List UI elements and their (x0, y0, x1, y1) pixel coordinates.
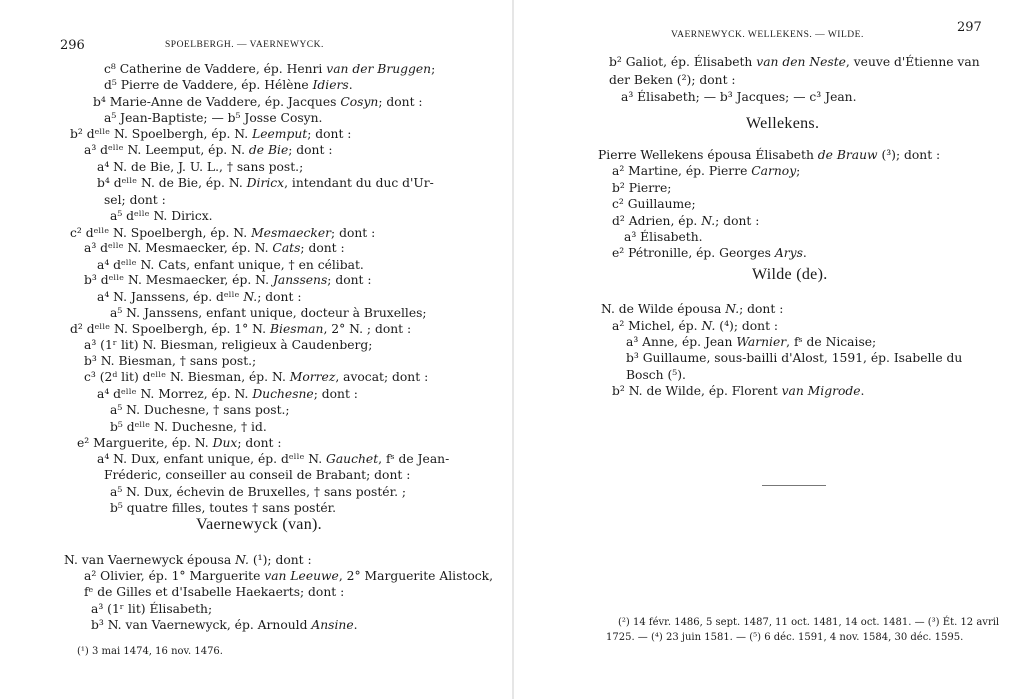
italic-name: N. (701, 214, 716, 228)
line-text: a⁵ N. Duchesne, † sans post.; (110, 403, 290, 417)
line-text: , fˢ de Nicaise; (786, 335, 877, 349)
genealogy-line (612, 246, 807, 261)
italic-name: van Migrode (781, 384, 861, 398)
left-page (0, 0, 510, 699)
line-text: sel; dont : (104, 193, 166, 207)
line-text: b³ Guillaume, sous-bailli d'Alost, 1591, ép. Isabelle du (626, 351, 963, 365)
italic-name: Biesman (269, 322, 324, 336)
genealogy-line (97, 176, 434, 191)
italic-name: N. (725, 302, 740, 316)
genealogy-line (601, 302, 783, 317)
genealogy-line (612, 384, 864, 399)
genealogy-line (64, 553, 312, 568)
italic-name: N. (243, 290, 258, 304)
line-text: (¹); dont : (248, 553, 312, 567)
line-text: b⁵ dᵉˡˡᵉ N. Duchesne, † id. (110, 420, 267, 434)
line-text: a³ Élisabeth. (624, 230, 703, 244)
italic-name: Janssens (272, 273, 328, 287)
line-text: b³ dᵉˡˡᵉ N. Mesmaecker, ép. N. (84, 273, 273, 287)
genealogy-line (110, 209, 213, 224)
line-text: ; dont : (307, 127, 352, 141)
line-text: a⁴ N. Dux, enfant unique, ép. dᵉˡˡᵉ N. (97, 452, 327, 466)
line-text: d² dᵉˡˡᵉ N. Spoelbergh, ép. 1° N. (70, 322, 270, 336)
line-text: a⁵ Jean-Baptiste; — b⁵ Josse Cosyn. (104, 111, 323, 125)
line-text: der Beken (²); dont : (609, 73, 736, 87)
line-text: (⁴); dont : (715, 319, 779, 333)
genealogy-line (97, 160, 303, 175)
line-text: c³ (2ᵈ lit) dᵉˡˡᵉ N. Biesman, ép. N. (84, 370, 290, 384)
line-text: b⁴ Marie-Anne de Vaddere, ép. Jacques (93, 95, 341, 109)
line-text: . (348, 78, 353, 92)
genealogy-line (110, 403, 290, 418)
line-text: a⁴ N. de Bie, J. U. L., † sans post.; (97, 160, 304, 174)
genealogy-line (91, 602, 212, 617)
line-text: b⁵ quatre filles, toutes † sans postér. (110, 501, 337, 515)
genealogy-line (621, 90, 857, 105)
line-text: a³ (1ʳ lit) Élisabeth; (91, 602, 213, 616)
footnote-right-line-1: (²) 14 févr. 1486, 5 sept. 1487, 11 oct. 1481, 14 oct. 1481. — (³) Ét. 12 avril (618, 617, 1000, 628)
footnote-rule (762, 485, 826, 486)
genealogy-line (93, 95, 423, 110)
genealogy-line (609, 73, 736, 88)
line-text: ; dont : (288, 143, 333, 157)
italic-name: van Leeuwe (264, 569, 339, 583)
line-text: c² dᵉˡˡᵉ N. Spoelbergh, ép. N. (70, 226, 252, 240)
italic-name: N. (701, 319, 716, 333)
genealogy-line (104, 111, 322, 126)
italic-name: Gauchet (326, 452, 379, 466)
genealogy-line (104, 468, 410, 483)
genealogy-line (104, 78, 353, 93)
line-text: . (802, 246, 807, 260)
line-text: ; dont : (257, 290, 302, 304)
line-text: a² Martine, ép. Pierre (612, 164, 752, 178)
line-text: b³ N. Biesman, † sans post.; (84, 354, 257, 368)
line-text: a⁴ dᵉˡˡᵉ N. Cats, enfant unique, † en célibat. (97, 258, 364, 272)
genealogy-line (84, 370, 428, 385)
genealogy-line (84, 585, 344, 600)
line-text: N. de Wilde épousa (601, 302, 726, 316)
genealogy-line (612, 164, 800, 179)
genealogy-line (612, 197, 696, 212)
section-heading-wellekens: Wellekens. (746, 115, 820, 132)
line-text: , 2° Marguerite Alistock, (338, 569, 493, 583)
line-text: b² N. de Wilde, ép. Florent (612, 384, 782, 398)
line-text: a³ dᵉˡˡᵉ N. Mesmaecker, ép. N. (84, 241, 273, 255)
italic-name: Carnoy (751, 164, 797, 178)
genealogy-line (626, 335, 876, 350)
line-text: , 2° N. ; dont : (323, 322, 412, 336)
italic-name: Cosyn (340, 95, 379, 109)
line-text: e² Pétronille, ép. Georges (612, 246, 775, 260)
genealogy-line (612, 319, 778, 334)
line-text: . (860, 384, 865, 398)
line-text: N. van Vaernewyck épousa (64, 553, 236, 567)
line-text: c⁸ Catherine de Vaddere, ép. Henri (104, 62, 327, 76)
line-text: Bosch (⁵). (626, 368, 686, 382)
line-text: , veuve d'Étienne van (845, 55, 980, 69)
line-text: ; (796, 164, 801, 178)
italic-name: Ansine (311, 618, 354, 632)
genealogy-line (84, 241, 345, 256)
line-text: , avocat; dont : (335, 370, 429, 384)
genealogy-line (97, 452, 449, 467)
italic-name: de Brauw (817, 148, 878, 162)
italic-name: Warnier (736, 335, 787, 349)
genealogy-line (624, 230, 703, 245)
genealogy-line (77, 436, 282, 451)
line-text: b² dᵉˡˡᵉ N. Spoelbergh, ép. N. (70, 127, 253, 141)
genealogy-line (70, 127, 351, 142)
page-number-right: 297 (957, 20, 982, 35)
genealogy-line (110, 501, 336, 516)
line-text: b⁴ dᵉˡˡᵉ N. de Bie, ép. N. (97, 176, 247, 190)
line-text: b² Pierre; (612, 181, 672, 195)
italic-name: Diricx (246, 176, 285, 190)
genealogy-line (91, 618, 358, 633)
line-text: c² Guillaume; (612, 197, 696, 211)
italic-name: Idiers (312, 78, 349, 92)
line-text: . (353, 618, 358, 632)
line-text: Fréderic, conseiller au conseil de Brabant; dont : (104, 468, 411, 482)
genealogy-line (84, 143, 332, 158)
line-text: a⁵ dᵉˡˡᵉ N. Diricx. (110, 209, 213, 223)
genealogy-line (104, 62, 435, 77)
genealogy-line (70, 226, 375, 241)
line-text: b³ N. van Vaernewyck, ép. Arnould (91, 618, 312, 632)
line-text: (³); dont : (877, 148, 941, 162)
line-text: b² Galiot, ép. Élisabeth (609, 55, 757, 69)
genealogy-line (84, 569, 493, 584)
line-text: ; dont : (313, 387, 358, 401)
italic-name: Morrez (289, 370, 336, 384)
line-text: ; dont : (378, 95, 423, 109)
line-text: ; dont : (300, 241, 345, 255)
italic-name: N. (235, 553, 249, 567)
genealogy-line (70, 322, 411, 337)
line-text: a² Olivier, ép. 1° Marguerite (84, 569, 265, 583)
running-head-right: VAERNEWYCK. WELLEKENS. — WILDE. (671, 30, 864, 40)
genealogy-line (612, 214, 759, 229)
line-text: d⁵ Pierre de Vaddere, ép. Hélène (104, 78, 313, 92)
line-text: a³ Élisabeth; — b³ Jacques; — c³ Jean. (621, 90, 857, 104)
section-heading-vaernewyck: Vaernewyck (van). (196, 516, 322, 533)
italic-name: van den Neste (756, 55, 846, 69)
genealogy-line (84, 273, 372, 288)
line-text: a³ dᵉˡˡᵉ N. Leemput, ép. N. (84, 143, 249, 157)
italic-name: Arys (774, 246, 803, 260)
line-text: a⁴ dᵉˡˡᵉ N. Morrez, ép. N. (97, 387, 253, 401)
genealogy-line (97, 258, 364, 273)
genealogy-line (110, 420, 267, 435)
section-heading-wilde: Wilde (de). (752, 266, 828, 283)
genealogy-line (609, 55, 980, 70)
footnote-right-line-2: 1725. — (⁴) 23 juin 1581. — (⁵) 6 déc. 1591, 4 nov. 1584, 30 déc. 1595. (606, 632, 964, 643)
running-head-left: SPOELBERGH. — VAERNEWYCK. (165, 40, 324, 50)
italic-name: van der Bruggen (326, 62, 432, 76)
genealogy-line (612, 181, 671, 196)
line-text: a⁵ N. Janssens, enfant unique, docteur à Bruxelles; (110, 306, 427, 320)
line-text: , fˢ de Jean- (378, 452, 450, 466)
italic-name: Duchesne (252, 387, 314, 401)
line-text: a⁴ N. Janssens, ép. dᵉˡˡᵉ (97, 290, 244, 304)
line-text: ; dont : (237, 436, 282, 450)
line-text: a³ (1ʳ lit) N. Biesman, religieux à Caudenberg; (84, 338, 373, 352)
genealogy-line (110, 306, 427, 321)
italic-name: de Bie (248, 143, 289, 157)
genealogy-line (110, 485, 406, 500)
line-text: a² Michel, ép. (612, 319, 702, 333)
line-text: ; dont : (331, 226, 376, 240)
genealogy-line (84, 338, 372, 353)
genealogy-line (97, 290, 301, 305)
page-number-left: 296 (60, 38, 85, 53)
line-text: ; dont : (327, 273, 372, 287)
line-text: a⁵ N. Dux, échevin de Bruxelles, † sans postér. ; (110, 485, 407, 499)
line-text: Pierre Wellekens épousa Élisabeth (598, 148, 818, 162)
line-text: a³ Anne, ép. Jean (626, 335, 737, 349)
italic-name: Leemput (252, 127, 308, 141)
italic-name: Mesmaecker (251, 226, 332, 240)
line-text: e² Marguerite, ép. N. (77, 436, 213, 450)
line-text: ; dont : (739, 302, 784, 316)
genealogy-line (626, 368, 686, 383)
genealogy-line (598, 148, 940, 163)
genealogy-line (84, 354, 256, 369)
line-text: fᵉ de Gilles et d'Isabelle Haekaerts; dont : (84, 585, 345, 599)
genealogy-line (97, 387, 358, 402)
genealogy-line (104, 193, 166, 208)
italic-name: Dux (212, 436, 238, 450)
genealogy-line (626, 351, 962, 366)
italic-name: Cats (272, 241, 301, 255)
right-page (514, 0, 1024, 699)
footnote-left: (¹) 3 mai 1474, 16 nov. 1476. (77, 646, 223, 657)
line-text: , intendant du duc d'Ur- (284, 176, 434, 190)
line-text: ; (431, 62, 436, 76)
line-text: d² Adrien, ép. (612, 214, 702, 228)
line-text: ; dont : (715, 214, 760, 228)
